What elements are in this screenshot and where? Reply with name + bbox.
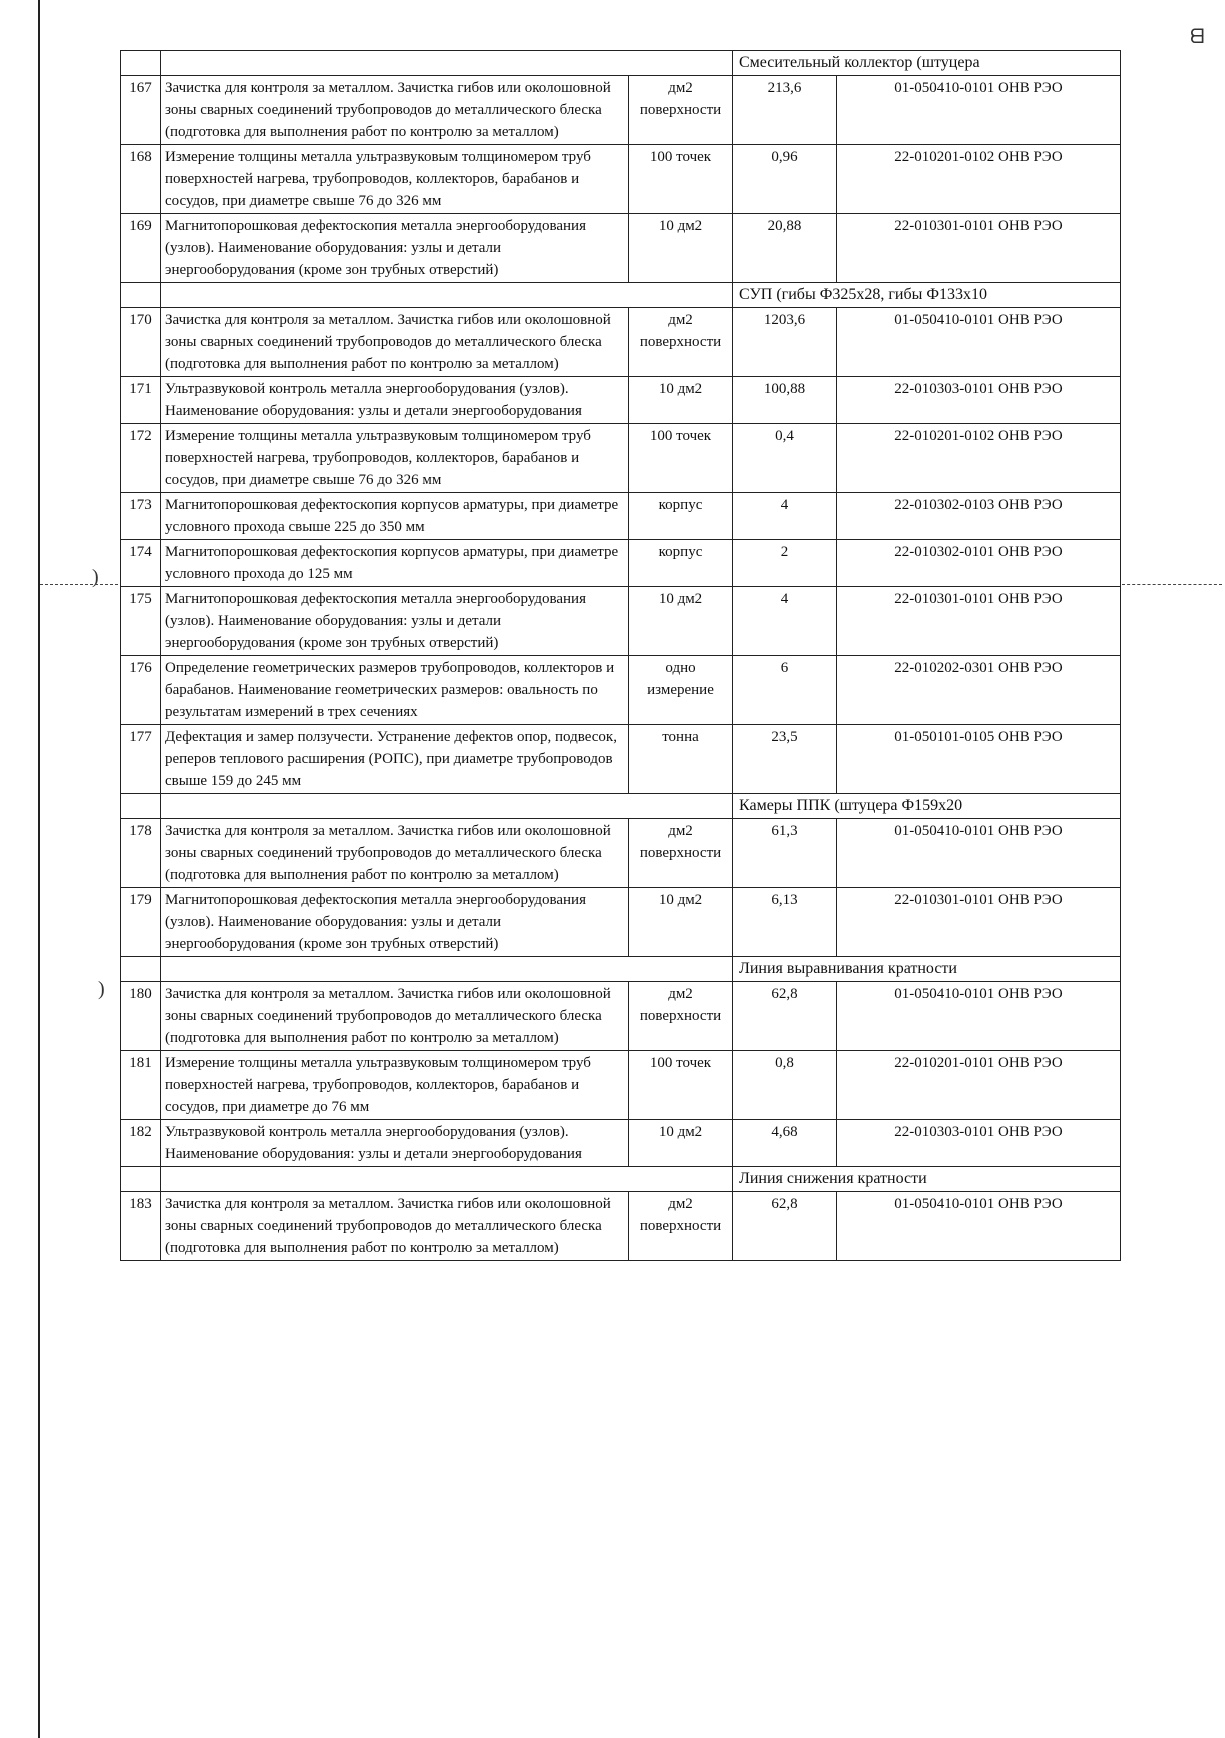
row-number: 178	[121, 819, 161, 888]
table-row	[121, 888, 1121, 957]
unit-of-measure: 10 дм2	[629, 587, 733, 656]
work-description: Зачистка для контроля за металлом. Зачистка гибов или околошовной зоны сварных соединений трубопроводов до металлического блеска (подготовка для выполнения работ по контролю за металлом)	[161, 76, 629, 145]
unit-of-measure: дм2 поверхности	[629, 308, 733, 377]
table-row	[121, 76, 1121, 145]
rate-code: 22-010201-0101 ОНВ РЭО	[837, 1051, 1121, 1120]
unit-of-measure: дм2 поверхности	[629, 819, 733, 888]
work-description: Измерение толщины металла ультразвуковым толщиномером труб поверхностей нагрева, трубопроводов, коллекторов, барабанов и сосудов, при диаметре свыше 76 до 326 мм	[161, 424, 629, 493]
section-blank-desc	[161, 1167, 733, 1192]
unit-of-measure: тонна	[629, 725, 733, 794]
section-title: Смесительный коллектор (штуцера	[733, 51, 1121, 76]
unit-of-measure: одно измерение	[629, 656, 733, 725]
work-description: Магнитопорошковая дефектоскопия металла энергооборудования (узлов). Наименование оборудования: узлы и детали энергооборудования (кроме зон трубных отверстий)	[161, 214, 629, 283]
table-row	[121, 1120, 1121, 1167]
section-title: Линия снижения кратности	[733, 1167, 1121, 1192]
rate-code: 22-010303-0101 ОНВ РЭО	[837, 377, 1121, 424]
work-description: Ультразвуковой контроль металла энергооборудования (узлов). Наименование оборудования: узлы и детали энергооборудования	[161, 377, 629, 424]
hole-punch-mark-bottom: )	[98, 978, 105, 1000]
unit-of-measure: 10 дм2	[629, 1120, 733, 1167]
work-description: Определение геометрических размеров трубопроводов, коллекторов и барабанов. Наименование геометрических размеров: овальность по результатам измерений в трех сечениях	[161, 656, 629, 725]
table-row	[121, 656, 1121, 725]
section-blank-num	[121, 51, 161, 76]
row-number: 170	[121, 308, 161, 377]
work-description: Магнитопорошковая дефектоскопия корпусов арматуры, при диаметре условного прохода свыше 225 до 350 мм	[161, 493, 629, 540]
quantity: 2	[733, 540, 837, 587]
work-description: Зачистка для контроля за металлом. Зачистка гибов или околошовной зоны сварных соединений трубопроводов до металлического блеска (подготовка для выполнения работ по контролю за металлом)	[161, 1192, 629, 1261]
rate-code: 22-010302-0101 ОНВ РЭО	[837, 540, 1121, 587]
section-header-row	[121, 957, 1121, 982]
quantity: 100,88	[733, 377, 837, 424]
table-row	[121, 214, 1121, 283]
rate-code: 22-010201-0102 ОНВ РЭО	[837, 424, 1121, 493]
unit-of-measure: дм2 поверхности	[629, 1192, 733, 1261]
work-description: Измерение толщины металла ультразвуковым толщиномером труб поверхностей нагрева, трубопроводов, коллекторов, барабанов и сосудов, при диаметре до 76 мм	[161, 1051, 629, 1120]
section-header-row	[121, 283, 1121, 308]
work-description: Магнитопорошковая дефектоскопия металла энергооборудования (узлов). Наименование оборудования: узлы и детали энергооборудования (кроме зон трубных отверстий)	[161, 888, 629, 957]
quantity: 0,4	[733, 424, 837, 493]
section-header-row	[121, 794, 1121, 819]
rate-code: 01-050101-0105 ОНВ РЭО	[837, 725, 1121, 794]
rate-code: 22-010201-0102 ОНВ РЭО	[837, 145, 1121, 214]
section-blank-num	[121, 794, 161, 819]
table-row	[121, 587, 1121, 656]
scan-dash-right	[1122, 584, 1222, 585]
quantity: 6,13	[733, 888, 837, 957]
quantity: 62,8	[733, 1192, 837, 1261]
table-row	[121, 145, 1121, 214]
row-number: 176	[121, 656, 161, 725]
table-row	[121, 308, 1121, 377]
table-row	[121, 424, 1121, 493]
hole-punch-mark-top: )	[92, 566, 99, 588]
quantity: 20,88	[733, 214, 837, 283]
table-row	[121, 377, 1121, 424]
rate-code: 01-050410-0101 ОНВ РЭО	[837, 1192, 1121, 1261]
row-number: 179	[121, 888, 161, 957]
section-blank-num	[121, 957, 161, 982]
rate-code: 01-050410-0101 ОНВ РЭО	[837, 982, 1121, 1051]
work-description: Зачистка для контроля за металлом. Зачистка гибов или околошовной зоны сварных соединений трубопроводов до металлического блеска (подготовка для выполнения работ по контролю за металлом)	[161, 982, 629, 1051]
row-number: 181	[121, 1051, 161, 1120]
quantity: 1203,6	[733, 308, 837, 377]
section-blank-num	[121, 1167, 161, 1192]
scan-dash-left	[40, 584, 118, 585]
rate-code: 22-010301-0101 ОНВ РЭО	[837, 587, 1121, 656]
rate-code: 01-050410-0101 ОНВ РЭО	[837, 819, 1121, 888]
scan-border-line	[38, 0, 40, 1738]
section-blank-num	[121, 283, 161, 308]
quantity: 213,6	[733, 76, 837, 145]
section-title: Камеры ППК (штуцера Ф159х20	[733, 794, 1121, 819]
corner-scan-mark: ᗺ	[1190, 26, 1205, 48]
rate-code: 22-010303-0101 ОНВ РЭО	[837, 1120, 1121, 1167]
rate-code: 01-050410-0101 ОНВ РЭО	[837, 308, 1121, 377]
work-description: Магнитопорошковая дефектоскопия корпусов арматуры, при диаметре условного прохода до 125 мм	[161, 540, 629, 587]
row-number: 167	[121, 76, 161, 145]
work-description: Измерение толщины металла ультразвуковым толщиномером труб поверхностей нагрева, трубопроводов, коллекторов, барабанов и сосудов, при диаметре свыше 76 до 326 мм	[161, 145, 629, 214]
table-row	[121, 540, 1121, 587]
quantity: 61,3	[733, 819, 837, 888]
table-row	[121, 1051, 1121, 1120]
unit-of-measure: корпус	[629, 540, 733, 587]
section-blank-desc	[161, 794, 733, 819]
section-header-row	[121, 1167, 1121, 1192]
section-blank-desc	[161, 51, 733, 76]
work-description: Дефектация и замер ползучести. Устранение дефектов опор, подвесок, реперов теплового расширения (РОПС), при диаметре трубопроводов свыше 159 до 245 мм	[161, 725, 629, 794]
unit-of-measure: дм2 поверхности	[629, 76, 733, 145]
row-number: 172	[121, 424, 161, 493]
quantity: 23,5	[733, 725, 837, 794]
row-number: 171	[121, 377, 161, 424]
row-number: 183	[121, 1192, 161, 1261]
row-number: 168	[121, 145, 161, 214]
unit-of-measure: 100 точек	[629, 424, 733, 493]
section-header-row	[121, 51, 1121, 76]
rate-code: 22-010301-0101 ОНВ РЭО	[837, 888, 1121, 957]
section-blank-desc	[161, 957, 733, 982]
quantity: 4	[733, 493, 837, 540]
section-title: Линия выравнивания кратности	[733, 957, 1121, 982]
work-description: Магнитопорошковая дефектоскопия металла энергооборудования (узлов). Наименование оборудования: узлы и детали энергооборудования (кроме зон трубных отверстий)	[161, 587, 629, 656]
unit-of-measure: 100 точек	[629, 145, 733, 214]
rate-code: 22-010301-0101 ОНВ РЭО	[837, 214, 1121, 283]
row-number: 174	[121, 540, 161, 587]
work-description: Ультразвуковой контроль металла энергооборудования (узлов). Наименование оборудования: узлы и детали энергооборудования	[161, 1120, 629, 1167]
table-row	[121, 982, 1121, 1051]
table-row	[121, 725, 1121, 794]
table-row	[121, 493, 1121, 540]
works-table-body	[121, 51, 1121, 1261]
unit-of-measure: корпус	[629, 493, 733, 540]
unit-of-measure: 10 дм2	[629, 377, 733, 424]
rate-code: 22-010302-0103 ОНВ РЭО	[837, 493, 1121, 540]
section-blank-desc	[161, 283, 733, 308]
quantity: 0,8	[733, 1051, 837, 1120]
work-description: Зачистка для контроля за металлом. Зачистка гибов или околошовной зоны сварных соединений трубопроводов до металлического блеска (подготовка для выполнения работ по контролю за металлом)	[161, 819, 629, 888]
quantity: 62,8	[733, 982, 837, 1051]
table-row	[121, 819, 1121, 888]
section-title: СУП (гибы Ф325х28, гибы Ф133х10	[733, 283, 1121, 308]
row-number: 169	[121, 214, 161, 283]
row-number: 182	[121, 1120, 161, 1167]
quantity: 4,68	[733, 1120, 837, 1167]
quantity: 0,96	[733, 145, 837, 214]
works-table	[120, 50, 1121, 1261]
row-number: 180	[121, 982, 161, 1051]
unit-of-measure: 10 дм2	[629, 888, 733, 957]
row-number: 173	[121, 493, 161, 540]
quantity: 6	[733, 656, 837, 725]
work-description: Зачистка для контроля за металлом. Зачистка гибов или околошовной зоны сварных соединений трубопроводов до металлического блеска (подготовка для выполнения работ по контролю за металлом)	[161, 308, 629, 377]
row-number: 175	[121, 587, 161, 656]
rate-code: 22-010202-0301 ОНВ РЭО	[837, 656, 1121, 725]
rate-code: 01-050410-0101 ОНВ РЭО	[837, 76, 1121, 145]
unit-of-measure: 10 дм2	[629, 214, 733, 283]
unit-of-measure: 100 точек	[629, 1051, 733, 1120]
row-number: 177	[121, 725, 161, 794]
unit-of-measure: дм2 поверхности	[629, 982, 733, 1051]
quantity: 4	[733, 587, 837, 656]
table-row	[121, 1192, 1121, 1261]
